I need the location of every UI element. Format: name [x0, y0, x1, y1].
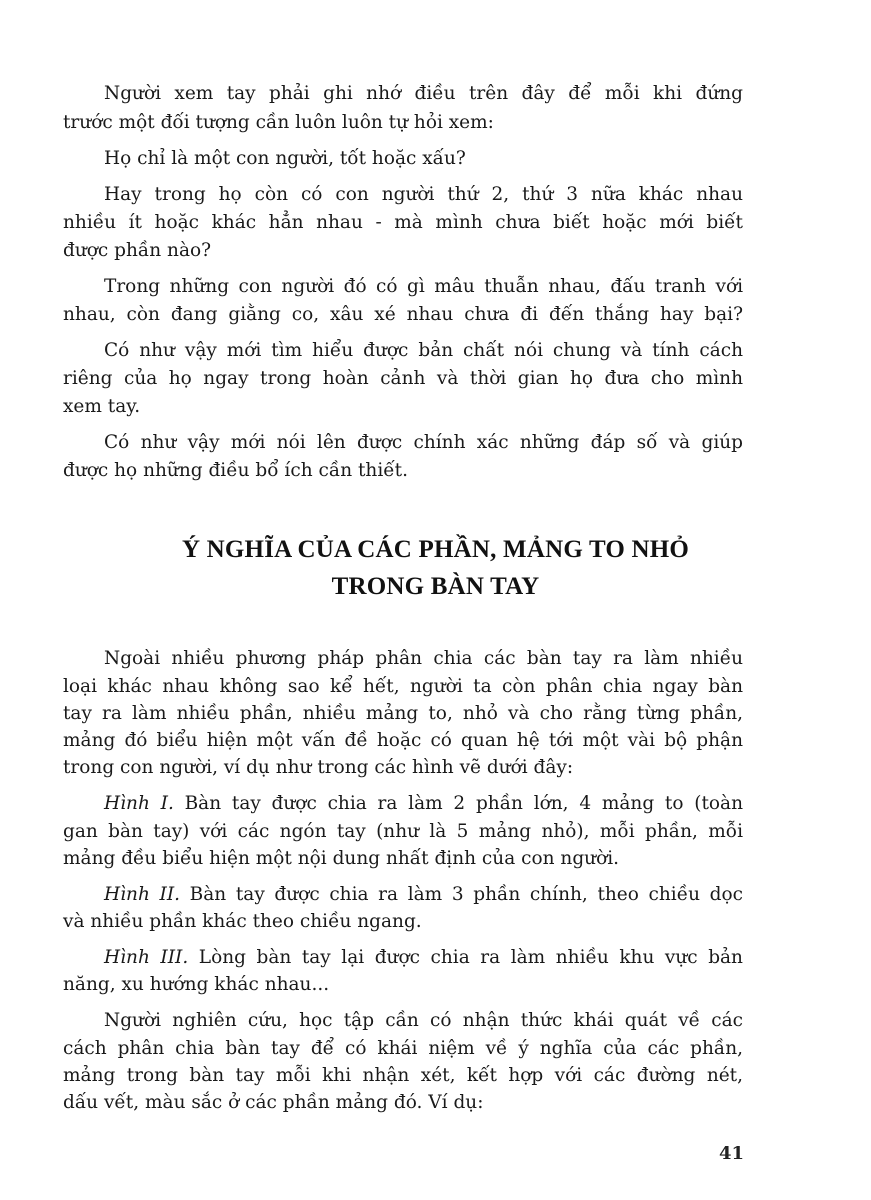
line-text: Bàn tay được chia ra làm 2 phần lớn, 4 mảng to (toàn: [173, 793, 743, 814]
paragraph-line: Hay trong họ còn có con người thứ 2, thứ 3 nữa khác nhau: [104, 184, 743, 205]
paragraph-line: loại khác nhau không sao kể hết, người ta còn phân chia ngay bàn: [63, 676, 743, 697]
paragraph-line: nhiều ít hoặc khác hẳn nhau - mà mình chưa biết hoặc mới biết: [63, 212, 743, 233]
paragraph-line: Trong những con người đó có gì mâu thuẫn nhau, đấu tranh với: [104, 276, 743, 297]
paragraph-line: tay ra làm nhiều phần, nhiều mảng to, nhỏ và cho rằng từng phần,: [63, 703, 743, 724]
paragraph-line: nhau, còn đang giằng co, xâu xé nhau chưa đi đến thắng hay bại?: [63, 304, 743, 325]
paragraph-line: trong con người, ví dụ như trong các hình vẽ dưới đây:: [63, 757, 574, 778]
paragraph-line: [104, 945, 743, 971]
paragraph-line: mảng trong bàn tay mỗi khi nhận xét, kết hợp với các đường nét,: [63, 1065, 743, 1086]
section-heading: Ý NGHĨA CỦA CÁC PHẦN, MẢNG TO NHỎ: [181, 536, 690, 563]
paragraph-line: gan bàn tay) với các ngón tay (như là 5 mảng nhỏ), mỗi phần, mỗi: [63, 821, 743, 842]
paragraph-line: Có như vậy mới tìm hiểu được bản chất nói chung và tính cách: [104, 340, 743, 361]
paragraph-line: được họ những điều bổ ích cần thiết.: [63, 460, 408, 481]
paragraph-line: trước một đối tượng cần luôn luôn tự hỏi xem:: [63, 112, 494, 133]
paragraph-line: [104, 791, 743, 817]
paragraph-line: dấu vết, màu sắc ở các phần mảng đó. Ví dụ:: [63, 1092, 484, 1113]
paragraph-line: mảng đều biểu hiện một nội dung nhất định của con người.: [63, 848, 620, 869]
figure-label: Hình I.: [104, 793, 174, 814]
paragraph-line: Người xem tay phải ghi nhớ điều trên đây để mỗi khi đứng: [104, 83, 743, 104]
figure-label: Hình II.: [104, 884, 181, 905]
paragraph-line: năng, xu hướng khác nhau...: [63, 974, 330, 995]
line-text: Bàn tay được chia ra làm 3 phần chính, theo chiều dọc: [180, 884, 744, 905]
paragraph-line: Ngoài nhiều phương pháp phân chia các bàn tay ra làm nhiều: [104, 648, 743, 669]
paragraph-line: xem tay.: [63, 396, 141, 417]
section-heading: TRONG BÀN TAY: [331, 573, 540, 600]
paragraph-line: Người nghiên cứu, học tập cần có nhận thức khái quát về các: [104, 1010, 743, 1031]
paragraph-line: Có như vậy mới nói lên được chính xác những đáp số và giúp: [104, 432, 743, 453]
line-text: Lòng bàn tay lại được chia ra làm nhiều khu vực bản: [188, 947, 743, 968]
paragraph-line: Họ chỉ là một con người, tốt hoặc xấu?: [104, 148, 466, 169]
page-number: 41: [719, 1143, 745, 1164]
paragraph-line: [104, 882, 743, 908]
figure-label: Hình III.: [104, 947, 189, 968]
paragraph-line: cách phân chia bàn tay để có khái niệm về ý nghĩa của các phần,: [63, 1038, 743, 1059]
paragraph-line: và nhiều phần khác theo chiều ngang.: [63, 911, 422, 932]
paragraph-line: riêng của họ ngay trong hoàn cảnh và thời gian họ đưa cho mình: [63, 368, 743, 389]
paragraph-line: được phần nào?: [63, 240, 212, 261]
paragraph-line: mảng đó biểu hiện một vấn đề hoặc có quan hệ tới một vài bộ phận: [63, 730, 743, 751]
